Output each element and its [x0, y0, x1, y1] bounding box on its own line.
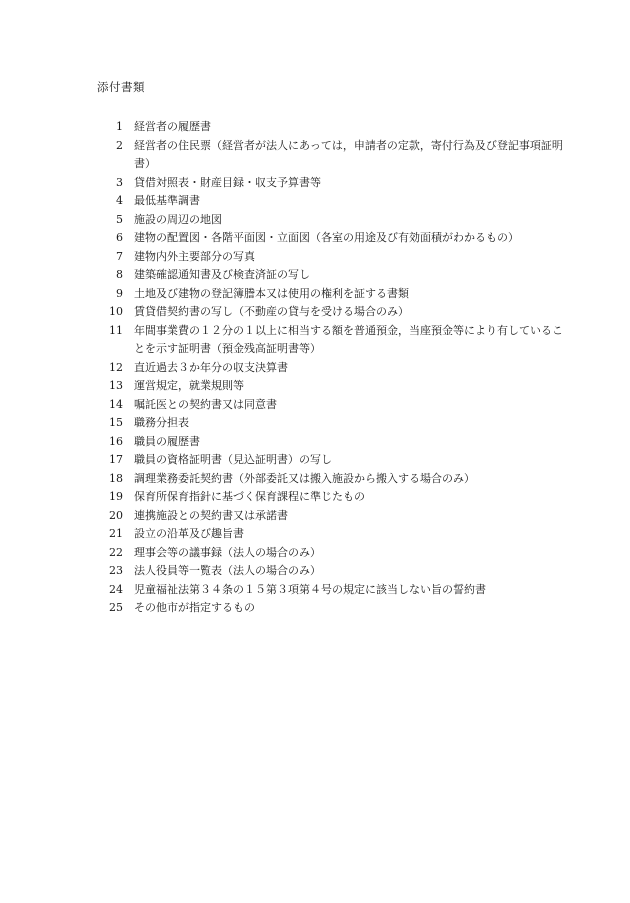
item-number: 20: [109, 508, 123, 522]
item-text: 最低基準調書: [134, 194, 200, 207]
list-item: [97, 599, 567, 618]
item-number: 4: [116, 194, 123, 207]
list-item: [97, 544, 567, 563]
list-item: [97, 433, 567, 452]
list-item: [97, 581, 567, 600]
item-text: 経営者の住民票（経営者が法人にあっては，申請者の定款，寄付行為及び登記事項証明書）: [134, 138, 563, 170]
list-item: [97, 562, 567, 581]
item-number: 17: [109, 453, 123, 466]
item-text: 直近過去３か年分の収支決算書: [134, 360, 288, 374]
item-text: 貸借対照表・財産目録・収支予算書等: [134, 175, 321, 189]
item-text: 法人役員等一覧表（法人の場合のみ）: [134, 564, 321, 577]
item-text: 運営規定，就業規則等: [134, 379, 244, 392]
list-item: [97, 266, 567, 285]
item-text: 調理業務委託契約書（外部委託又は搬入施設から搬入する場合のみ）: [134, 471, 475, 485]
list-item: [97, 507, 567, 526]
item-number: 11: [109, 323, 123, 337]
attachment-list: [97, 118, 567, 618]
item-number: 19: [109, 490, 123, 503]
item-number: 22: [109, 545, 123, 559]
item-number: 1: [116, 120, 123, 133]
list-item: [97, 359, 567, 378]
list-item: [97, 525, 567, 544]
item-number: 25: [109, 601, 123, 614]
item-number: 21: [109, 527, 123, 540]
list-item: [97, 396, 567, 415]
item-number: 14: [109, 397, 123, 411]
item-number: 23: [109, 564, 123, 577]
item-text: 職員の資格証明書（見込証明書）の写し: [134, 453, 332, 466]
item-number: 18: [109, 471, 123, 485]
item-number: 9: [116, 286, 123, 300]
item-number: 6: [116, 231, 123, 244]
item-number: 24: [109, 582, 123, 596]
item-text: 保育所保育指針に基づく保育課程に準じたもの: [134, 490, 365, 503]
item-number: 7: [116, 249, 123, 263]
item-text: 施設の周辺の地図: [134, 212, 222, 226]
list-item: [97, 192, 567, 211]
item-text: 嘱託医との契約書又は同意書: [134, 397, 277, 411]
list-item: [97, 248, 567, 267]
list-item: [97, 470, 567, 489]
item-text: 建築確認通知書及び検査済証の写し: [134, 268, 310, 281]
list-item: [97, 211, 567, 230]
item-text: 児童福祉法第３４条の１５第３項第４号の規定に該当しない旨の誓約書: [134, 582, 486, 596]
list-item: [97, 451, 567, 470]
list-item: [97, 414, 567, 433]
item-text: 年間事業費の１２分の１以上に相当する額を普通預金，当座預金等により有していることを示す証明書（預金残高証明書等）: [134, 323, 563, 355]
item-number: 15: [109, 416, 123, 429]
item-text: その他市が指定するもの: [134, 601, 255, 614]
list-item: [97, 118, 567, 137]
list-item: [97, 377, 567, 396]
item-text: 職務分担表: [134, 416, 189, 429]
item-number: 10: [109, 305, 123, 318]
list-item: [97, 137, 567, 174]
item-text: 建物の配置図・各階平面図・立面図（各室の用途及び有効面積がわかるもの）: [134, 231, 519, 244]
item-number: 3: [116, 175, 123, 189]
item-number: 13: [109, 379, 123, 392]
item-number: 2: [116, 138, 123, 152]
item-text: 職員の履歴書: [134, 434, 200, 448]
list-item: [97, 229, 567, 248]
item-text: 理事会等の議事録（法人の場合のみ）: [134, 545, 321, 559]
list-item: [97, 488, 567, 507]
item-text: 連携施設との契約書又は承諾書: [134, 508, 288, 522]
list-item: [97, 322, 567, 359]
item-number: 8: [116, 268, 123, 281]
item-number: 12: [109, 360, 123, 374]
item-text: 建物内外主要部分の写真: [134, 249, 255, 263]
item-number: 5: [116, 212, 123, 226]
item-number: 16: [109, 434, 123, 448]
item-text: 土地及び建物の登記簿謄本又は使用の権利を証する書類: [134, 286, 409, 300]
list-item: [97, 174, 567, 193]
list-item: [97, 303, 567, 322]
list-item: [97, 285, 567, 304]
document-title: 添付書類: [97, 80, 145, 94]
item-text: 経営者の履歴書: [134, 120, 211, 133]
item-text: 設立の沿革及び趣旨書: [134, 527, 244, 540]
item-text: 賃貸借契約書の写し（不動産の貸与を受ける場合のみ）: [134, 305, 409, 318]
